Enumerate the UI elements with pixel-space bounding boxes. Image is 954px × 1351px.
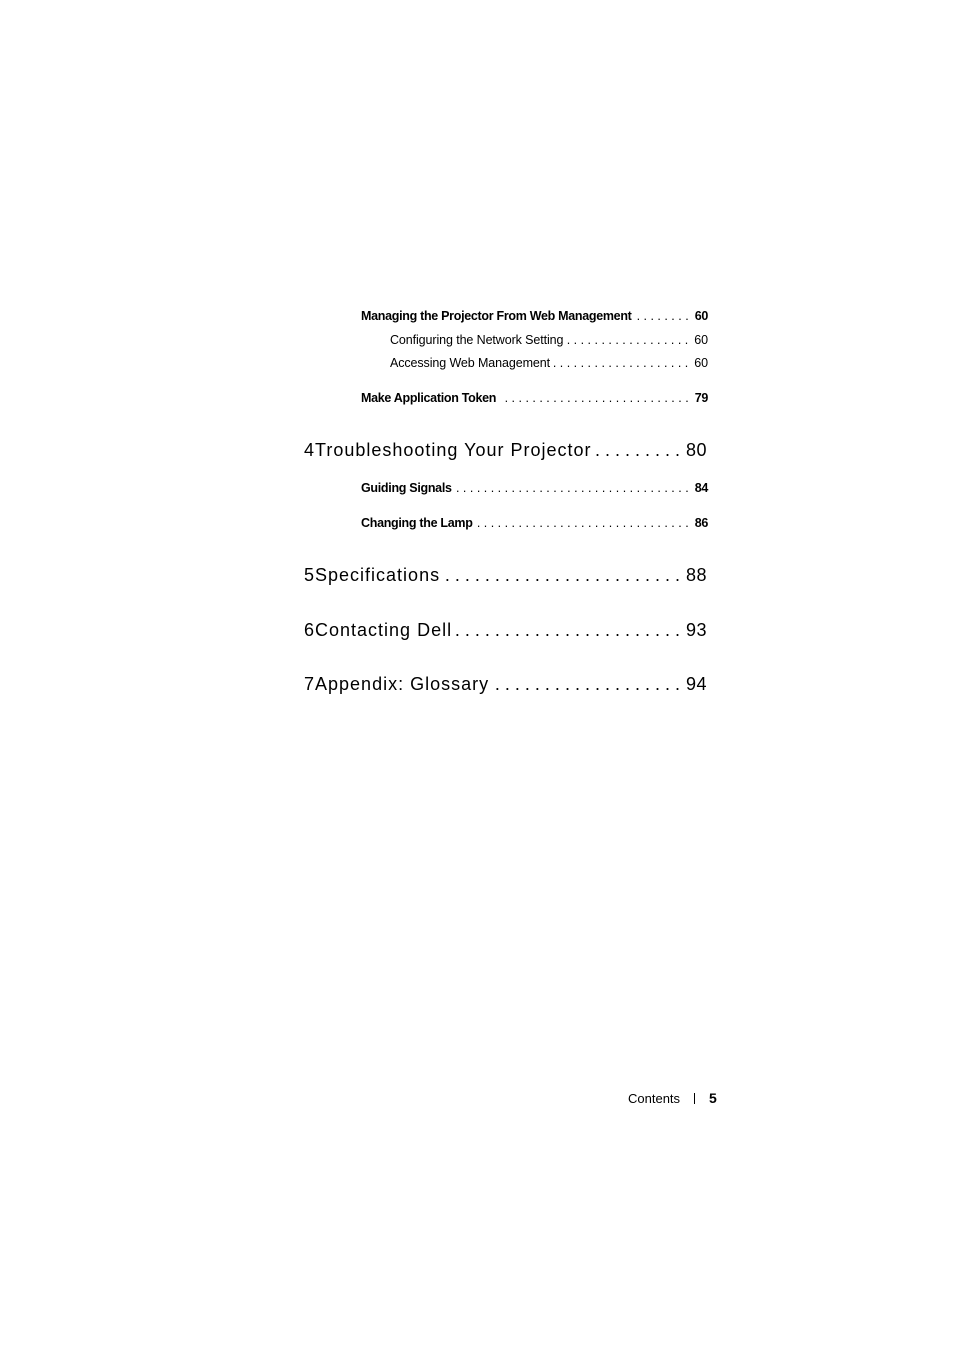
toc-entry-page: 60 bbox=[694, 356, 708, 370]
toc-entry-page: 93 bbox=[685, 620, 707, 640]
page-footer bbox=[628, 1090, 717, 1106]
dot-leader bbox=[456, 620, 680, 641]
footer-page-number: 5 bbox=[709, 1090, 717, 1106]
toc-entry-page: 60 bbox=[694, 309, 708, 323]
toc-chapter-number: 5 bbox=[304, 565, 316, 585]
toc-chapter-contacting-dell[interactable] bbox=[304, 620, 707, 641]
toc-chapter-troubleshooting[interactable] bbox=[304, 440, 707, 461]
toc-entry-make-application-token[interactable] bbox=[361, 391, 708, 405]
dot-leader bbox=[456, 481, 689, 495]
toc-entry-page: 84 bbox=[694, 481, 708, 495]
toc-entry-page: 94 bbox=[685, 674, 707, 694]
toc-entry-title: Configuring the Network Setting bbox=[390, 333, 564, 347]
toc-entry-title: Appendix: Glossary bbox=[315, 674, 490, 694]
dot-leader bbox=[500, 391, 689, 405]
footer-section-label: Contents bbox=[628, 1090, 681, 1106]
toc-chapter-number: 4 bbox=[304, 440, 316, 460]
toc-entry-title: Contacting Dell bbox=[315, 620, 453, 640]
toc-entry-guiding-signals[interactable] bbox=[361, 481, 708, 495]
toc-entry-page: 86 bbox=[694, 516, 708, 530]
dot-leader bbox=[554, 356, 688, 370]
toc-chapter-appendix-glossary[interactable] bbox=[304, 674, 707, 695]
toc-entry-configuring-network[interactable] bbox=[390, 333, 708, 347]
toc-entry-title: Troubleshooting Your Projector bbox=[315, 440, 592, 460]
dot-leader bbox=[567, 333, 688, 347]
toc-entry-title: Managing the Projector From Web Management bbox=[361, 309, 632, 323]
dot-leader bbox=[636, 309, 689, 323]
toc-chapter-specifications[interactable] bbox=[304, 565, 707, 586]
toc-entry-title: Accessing Web Management bbox=[390, 356, 550, 370]
dot-leader bbox=[444, 565, 680, 586]
footer-divider bbox=[694, 1093, 695, 1104]
toc-chapter-number: 7 bbox=[304, 674, 316, 694]
toc-entry-accessing-web-management[interactable] bbox=[390, 356, 708, 370]
toc-entry-title: Changing the Lamp bbox=[361, 516, 473, 530]
toc-entry-title: Guiding Signals bbox=[361, 481, 452, 495]
toc-chapter-number: 6 bbox=[304, 620, 316, 640]
toc-entry-page: 80 bbox=[685, 440, 707, 460]
toc-entry-title: Specifications bbox=[315, 565, 441, 585]
toc-entry-title: Make Application Token bbox=[361, 391, 497, 405]
dot-leader bbox=[477, 516, 689, 530]
toc-entry-page: 79 bbox=[694, 391, 708, 405]
dot-leader bbox=[493, 674, 680, 695]
toc-entry-changing-lamp[interactable] bbox=[361, 516, 708, 530]
dot-leader bbox=[596, 440, 680, 461]
toc-entry-managing-projector[interactable] bbox=[361, 309, 708, 323]
toc-entry-page: 60 bbox=[694, 333, 708, 347]
toc-entry-page: 88 bbox=[685, 565, 707, 585]
